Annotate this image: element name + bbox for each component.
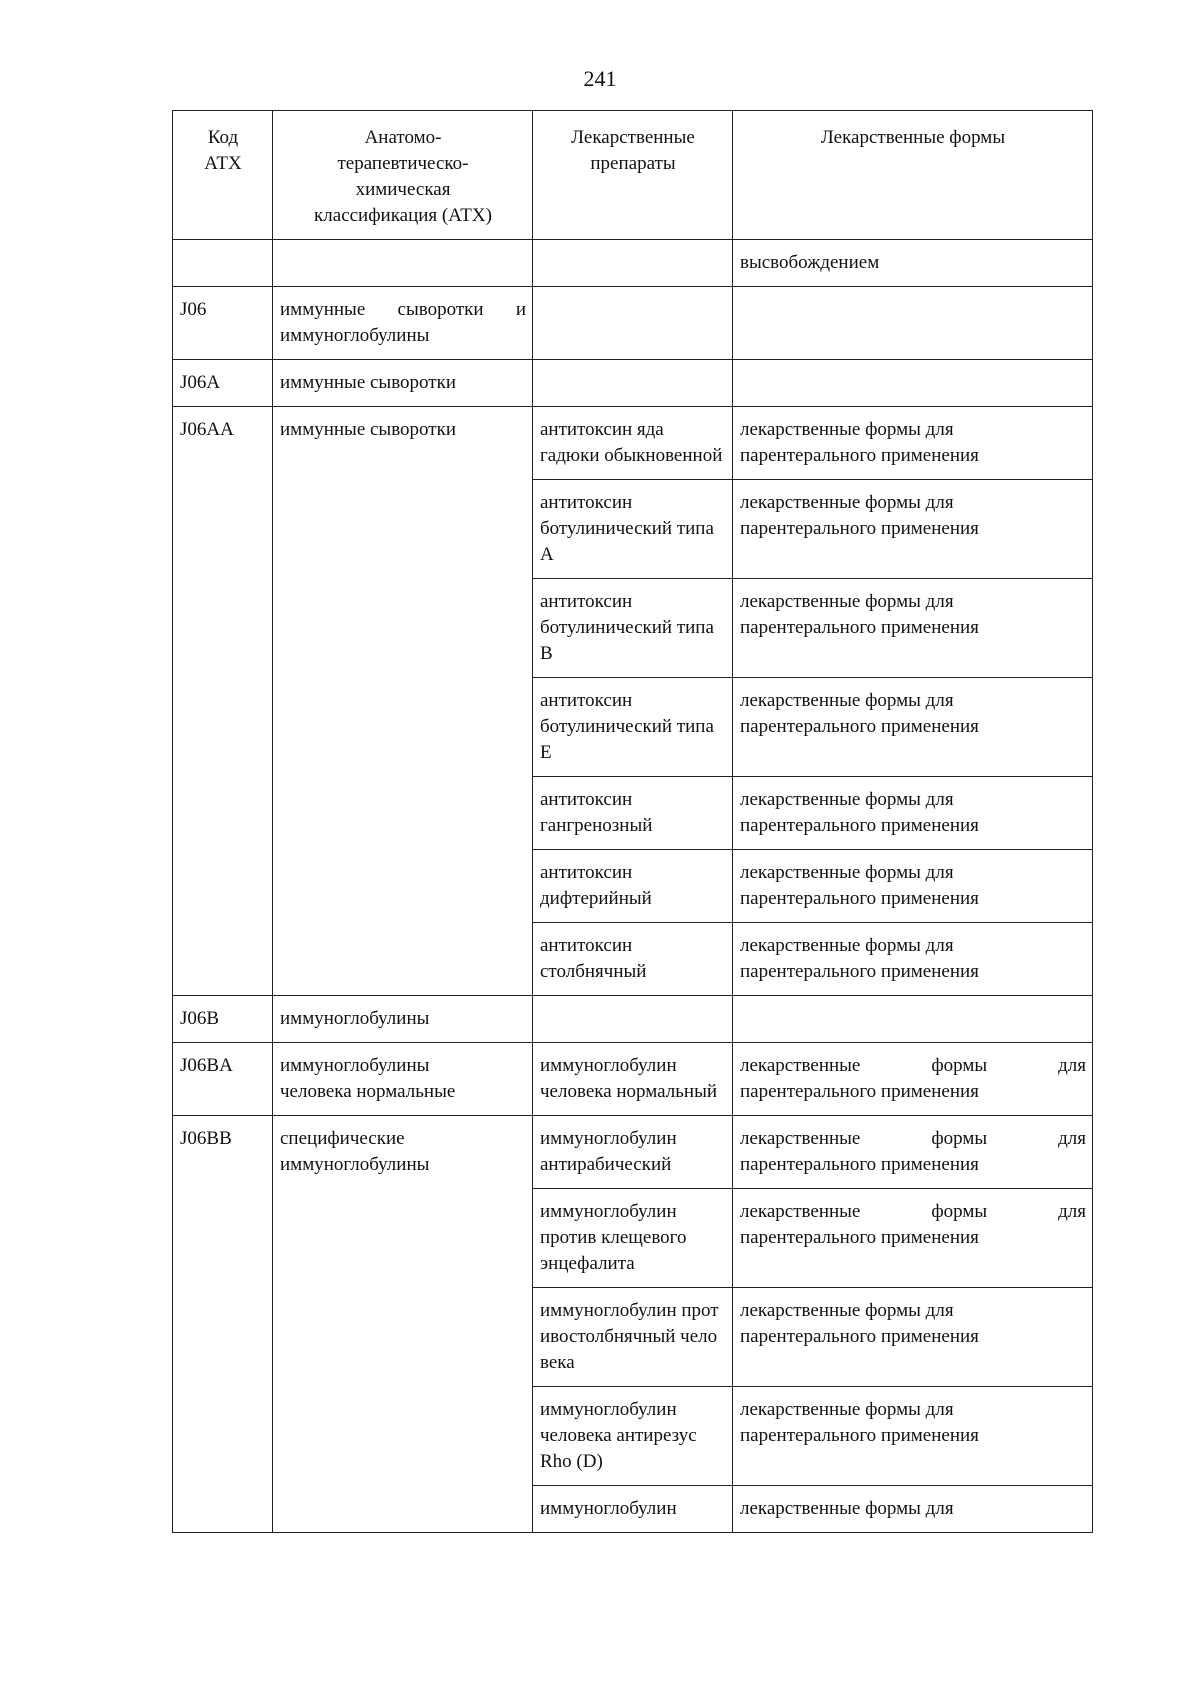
form-cell: лекарственные формы для парентерального применения bbox=[733, 777, 1093, 850]
form-cell: лекарственные формы для парентерального применения bbox=[733, 480, 1093, 579]
code-cell: J06B bbox=[173, 996, 273, 1043]
form-cell: лекарственные формы для парентерального применения bbox=[733, 1189, 1093, 1288]
form-cell: лекарственные формы для парентерального применения bbox=[733, 923, 1093, 996]
drug-cell: антитоксин дифтерийный bbox=[533, 850, 733, 923]
drug-cell bbox=[533, 287, 733, 360]
drug-cell: антитоксин столбнячный bbox=[533, 923, 733, 996]
drug-cell: иммуноглобулин противостолбнячный человека bbox=[533, 1288, 733, 1387]
table-row bbox=[173, 996, 1093, 1043]
form-cell: лекарственные формы для парентерального применения bbox=[733, 678, 1093, 777]
drug-cell bbox=[533, 996, 733, 1043]
form-spread-line: лекарственные формы для bbox=[740, 1128, 1086, 1149]
code-cell: J06AA bbox=[173, 407, 273, 996]
table-row bbox=[173, 1043, 1093, 1116]
form-cell: лекарственные формы для парентерального применения bbox=[733, 1387, 1093, 1486]
header-code: Код АТХ bbox=[173, 111, 273, 240]
page-number: 241 bbox=[583, 66, 617, 91]
drug-cell: иммуноглобулин человека нормальный bbox=[533, 1043, 733, 1116]
class-cell: иммунные сыворотки bbox=[273, 360, 533, 407]
code-cell: J06BA bbox=[173, 1043, 273, 1116]
form-cell: лекарственные формы для парентерального применения bbox=[733, 850, 1093, 923]
header-classification: Анатомо- терапевтическо- химическая классификация (АТХ) bbox=[273, 111, 533, 240]
table-row bbox=[173, 407, 1093, 480]
table-row bbox=[173, 360, 1093, 407]
drug-cell: иммуноглобулин против клещевого энцефалита bbox=[533, 1189, 733, 1288]
drug-cell: антитоксин ботулинический типа А bbox=[533, 480, 733, 579]
class-cell: специфические иммуноглобулины bbox=[273, 1116, 533, 1533]
drug-cell: антитоксин яда гадюки обыкновенной bbox=[533, 407, 733, 480]
code-cell: J06BB bbox=[173, 1116, 273, 1533]
form-cell: лекарственные формы для парентерального применения bbox=[733, 1116, 1093, 1189]
drug-cell: антитоксин ботулинический типа Е bbox=[533, 678, 733, 777]
code-cell: J06A bbox=[173, 360, 273, 407]
form-cell: лекарственные формы для парентерального применения bbox=[733, 407, 1093, 480]
drug-cell: антитоксин гангренозный bbox=[533, 777, 733, 850]
class-cell: иммунные сыворотки bbox=[273, 407, 533, 996]
code-cell bbox=[173, 240, 273, 287]
form-cell: лекарственные формы для парентерального применения bbox=[733, 1043, 1093, 1116]
drug-cell bbox=[533, 240, 733, 287]
drug-cell: иммуноглобулин bbox=[533, 1486, 733, 1533]
atx-table bbox=[172, 110, 1093, 1533]
table-row bbox=[173, 1116, 1093, 1189]
table-row bbox=[173, 287, 1093, 360]
form-spread-line: лекарственные формы для bbox=[740, 1201, 1086, 1222]
class-cell: иммунные сыворотки и иммуноглобулины bbox=[273, 287, 533, 360]
form-cell: лекарственные формы для bbox=[733, 1486, 1093, 1533]
form-cell bbox=[733, 360, 1093, 407]
class-cell: иммуноглобулины человека нормальные bbox=[273, 1043, 533, 1116]
drug-cell: иммуноглобулин человека антирезус Rho (D) bbox=[533, 1387, 733, 1486]
drug-cell: антитоксин ботулинический типа В bbox=[533, 579, 733, 678]
header-drugs: Лекарственные препараты bbox=[533, 111, 733, 240]
form-spread-line: лекарственные формы для bbox=[740, 1055, 1086, 1076]
table-header-row bbox=[173, 111, 1093, 240]
drug-cell bbox=[533, 360, 733, 407]
class-cell: иммуноглобулины bbox=[273, 996, 533, 1043]
class-cell bbox=[273, 240, 533, 287]
table-row bbox=[173, 240, 1093, 287]
drug-cell: иммуноглобулин антирабический bbox=[533, 1116, 733, 1189]
form-cell: лекарственные формы для парентерального применения bbox=[733, 1288, 1093, 1387]
form-cell bbox=[733, 996, 1093, 1043]
header-forms: Лекарственные формы bbox=[733, 111, 1093, 240]
form-cell bbox=[733, 287, 1093, 360]
form-cell: высвобождением bbox=[733, 240, 1093, 287]
form-cell: лекарственные формы для парентерального применения bbox=[733, 579, 1093, 678]
code-cell: J06 bbox=[173, 287, 273, 360]
